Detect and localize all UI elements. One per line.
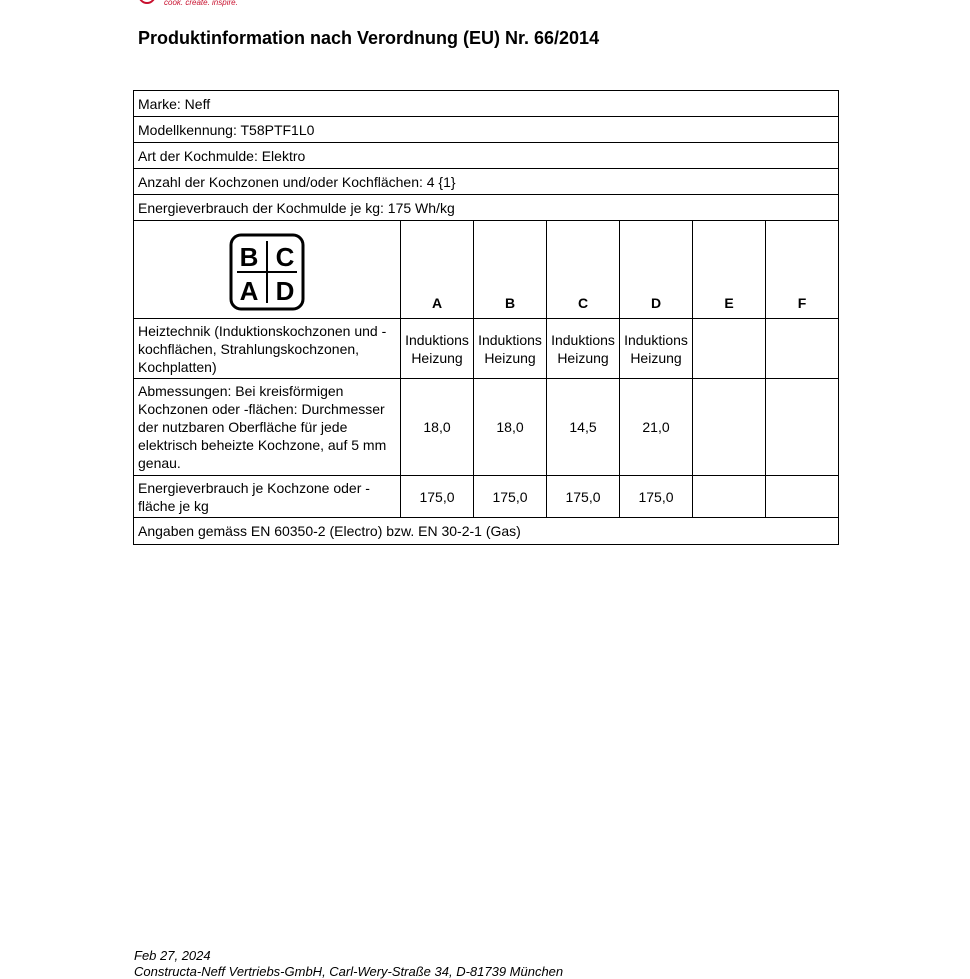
zone-header-row [134, 221, 839, 319]
energy-logo-letter-4: D [275, 275, 295, 306]
heiztechnik-f [766, 319, 839, 379]
footer-company: Constructa-Neff Vertriebs-GmbH, Carl-Wery-Straße 34, D-81739 München [134, 964, 564, 979]
art-cell: Art der Kochmulde: Elektro [134, 143, 839, 169]
modell-cell: Modellkennung: T58PTF1L0 [134, 117, 839, 143]
logo-arc-icon [134, 0, 159, 8]
energie-cell: Energieverbrauch der Kochmulde je kg: 175 Wh/kg [134, 195, 839, 221]
energieverbrauch-c: 175,0 [547, 476, 620, 518]
row-energie [134, 195, 839, 221]
heiztechnik-b: Induktions Heizung [474, 319, 547, 379]
heiztechnik-d: Induktions Heizung [620, 319, 693, 379]
zone-header-e: E [693, 221, 766, 319]
row-energieverbrauch-zone [134, 476, 839, 518]
zone-header-b: B [474, 221, 547, 319]
abmessungen-b: 18,0 [474, 379, 547, 476]
anzahl-cell: Anzahl der Kochzonen und/oder Kochflächen: 4 {1} [134, 169, 839, 195]
energieverbrauch-b: 175,0 [474, 476, 547, 518]
energieverbrauch-a: 175,0 [401, 476, 474, 518]
row-note [134, 518, 839, 545]
heiztechnik-c: Induktions Heizung [547, 319, 620, 379]
brand-logo [138, 0, 278, 12]
abmessungen-f [766, 379, 839, 476]
abmessungen-c: 14,5 [547, 379, 620, 476]
heiztechnik-label: Heiztechnik (Induktionskochzonen und -kochflächen, Strahlungskochzonen, Kochplatten) [134, 319, 401, 379]
product-info-table [133, 90, 839, 545]
energieverbrauch-e [693, 476, 766, 518]
row-art [134, 143, 839, 169]
abmessungen-label: Abmessungen: Bei kreisförmigen Kochzonen oder -flächen: Durchmesser der nutzbaren Oberfläche für jede elektrisch beheizte Kochzone, auf 5 mm genau. [134, 379, 401, 476]
energieverbrauch-f [766, 476, 839, 518]
row-heiztechnik [134, 319, 839, 379]
zone-header-c: C [547, 221, 620, 319]
footer-date: Feb 27, 2024 [134, 948, 211, 963]
energieverbrauch-zone-label: Energieverbrauch je Kochzone oder -fläche je kg [134, 476, 401, 518]
row-modell [134, 117, 839, 143]
zone-header-a: A [401, 221, 474, 319]
energy-logo-letter-3: A [239, 275, 259, 306]
heiztechnik-a: Induktions Heizung [401, 319, 474, 379]
energy-logo-letter-1: B [239, 241, 259, 272]
abmessungen-d: 21,0 [620, 379, 693, 476]
row-marke [134, 91, 839, 117]
energieverbrauch-d: 175,0 [620, 476, 693, 518]
marke-cell: Marke: Neff [134, 91, 839, 117]
abmessungen-a: 18,0 [401, 379, 474, 476]
energy-label-icon [229, 233, 305, 311]
energy-logo-cell [134, 221, 401, 319]
row-abmessungen [134, 379, 839, 476]
row-anzahl [134, 169, 839, 195]
standards-note: Angaben gemäss EN 60350-2 (Electro) bzw. EN 30-2-1 (Gas) [134, 518, 839, 545]
zone-header-f: F [766, 221, 839, 319]
heiztechnik-e [693, 319, 766, 379]
zone-header-d: D [620, 221, 693, 319]
logo-tagline: cook. create. inspire. [164, 0, 238, 7]
page-title: Produktinformation nach Verordnung (EU) Nr. 66/2014 [138, 28, 600, 48]
abmessungen-e [693, 379, 766, 476]
energy-logo-letter-2: C [275, 241, 295, 272]
